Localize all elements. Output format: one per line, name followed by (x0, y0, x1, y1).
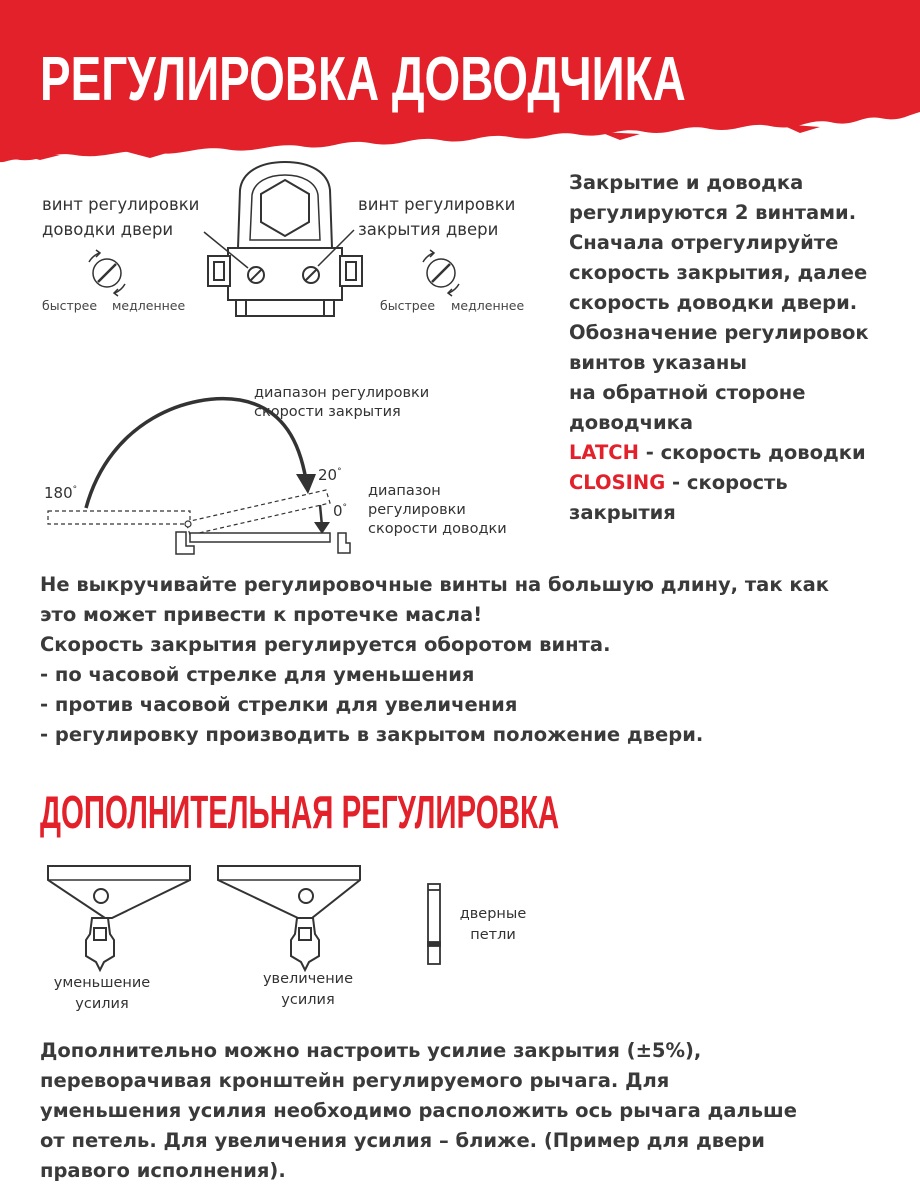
paragraph-line: уменьшения усилия необходимо расположить ось рычага дальше (40, 1099, 797, 1122)
door-hinge-illustration (428, 884, 440, 964)
warning-line: - по часовой стрелке для уменьшения (40, 663, 475, 686)
paragraph-line: переворачивая кронштейн регулируемого рычага. Для (40, 1069, 670, 1092)
warning-line: - регулировку производить в закрытом положение двери. (40, 723, 704, 746)
info-line: Обозначение регулировок (569, 321, 869, 344)
left-adjustment-dial-icon (89, 250, 125, 296)
bracket-increase-force-illustration (218, 866, 360, 970)
warning-paragraph (40, 570, 900, 750)
latch-range-label-line1: диапазон (368, 483, 441, 499)
closing-speed-screw-label-line1: винт регулировки (358, 195, 516, 214)
info-line: на обратной стороне (569, 381, 806, 404)
warning-line: Скорость закрытия регулируется оборотом винта. (40, 633, 611, 656)
closing-latch-screw-label-line2: доводки двери (42, 220, 174, 239)
closing-term: CLOSING (569, 471, 666, 494)
angle-20-label: 20° (318, 466, 342, 484)
closing-range-label-line1: диапазон регулировки (254, 385, 430, 401)
left-dial-slower-label: медленнее (112, 298, 186, 313)
closing-description: - скорость (665, 471, 788, 494)
closing-description-continued: закрытия (569, 501, 676, 524)
closing-speed-screw-label-line2: закрытия двери (358, 220, 499, 239)
hinges-label-line2: петли (470, 927, 516, 943)
right-adjustment-dial-icon (423, 250, 459, 296)
latch-range-label-line3: скорости доводки (368, 521, 507, 537)
warning-line: Не выкручивайте регулировочные винты на большую длину, так как (40, 573, 829, 596)
hinges-label-line1: дверные (459, 906, 527, 922)
info-line: скорость закрытия, далее (569, 261, 868, 284)
decrease-force-label-line1: уменьшение (53, 975, 151, 991)
info-line: регулируются 2 винтами. (569, 201, 857, 224)
closing-definition (569, 468, 914, 498)
door-closer-body-illustration (208, 162, 362, 316)
latch-definition (569, 438, 914, 468)
increase-force-label-line2: усилия (281, 992, 335, 1008)
info-line: Закрытие и доводка (569, 171, 804, 194)
section-title-additional-adjustment: ДОПОЛНИТЕЛЬНАЯ РЕГУЛИРОВКА (40, 786, 560, 838)
left-dial-faster-label: быстрее (42, 298, 98, 313)
increase-force-label-line1: увеличение (262, 971, 354, 987)
info-line: винтов указаны (569, 351, 748, 374)
paragraph-line: от петель. Для увеличения усилия – ближе. (Пример для двери (40, 1129, 765, 1152)
angle-0-label: 0° (333, 502, 348, 520)
paragraph-line: правого исполнения). (40, 1159, 286, 1182)
angle-180-label: 180° (44, 484, 78, 502)
info-line: скорость доводки двери. (569, 291, 858, 314)
warning-line: - против часовой стрелки для увеличения (40, 693, 518, 716)
info-line: Сначала отрегулируйте (569, 231, 839, 254)
closing-range-label-line2: скорости закрытия (254, 404, 401, 420)
closing-latch-screw-label-line1: винт регулировки (42, 195, 200, 214)
page-title: РЕГУЛИРОВКА ДОВОДЧИКА (40, 45, 686, 114)
latch-description: - скорость доводки (638, 441, 866, 464)
right-dial-faster-label: быстрее (380, 298, 436, 313)
latch-term: LATCH (569, 441, 639, 464)
info-line: доводчика (569, 411, 694, 434)
warning-line: это может привести к протечке масла! (40, 603, 483, 626)
additional-adjustment-paragraph (40, 1036, 900, 1186)
adjustment-info-text (569, 168, 914, 528)
bracket-decrease-force-illustration (48, 866, 190, 970)
latch-range-label-line2: регулировки (368, 502, 466, 518)
right-dial-slower-label: медленнее (451, 298, 525, 313)
paragraph-line: Дополнительно можно настроить усилие закрытия (±5%), (40, 1039, 702, 1062)
decrease-force-label-line2: усилия (75, 996, 129, 1012)
